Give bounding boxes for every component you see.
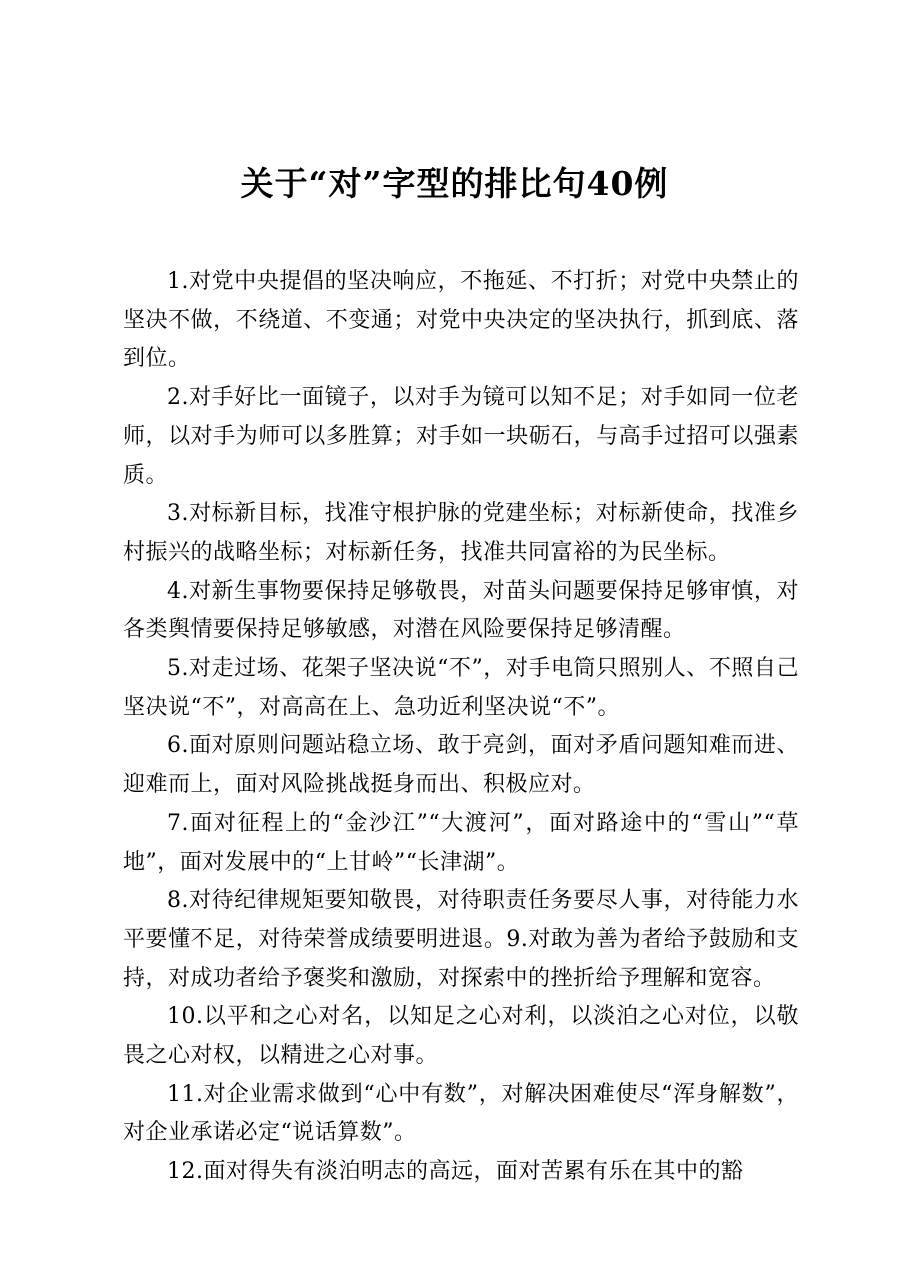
- paragraph-6: 6.面对原则问题站稳立场、敢于亮剑，面对矛盾问题知难而进、迎难而上，面对风险挑战挺身而出、积极应对。: [123, 733, 799, 798]
- paragraph-7: 7.面对征程上的“金沙江”“大渡河”，面对路途中的“雪山”“草地”，面对发展中的“上甘岭”“长津湖”。: [123, 810, 799, 875]
- paragraph-8: 8.对待纪律规矩要知敬畏，对待职责任务要尽人事，对待能力水平要懂不足，对待荣誉成绩要明进退。9.对敢为善为者给予鼓励和支持，对成功者给予褒奖和激励，对探索中的挫折给予理解和宽容。: [123, 888, 799, 991]
- document-title: 关于“对”字型的排比句40例: [240, 164, 669, 203]
- paragraph-1: 1.对党中央提倡的坚决响应，不拖延、不打折；对党中央禁止的坚决不做，不绕道、不变通；对党中央决定的坚决执行，抓到底、落到位。: [123, 269, 799, 372]
- paragraph-3: 3.对标新目标，找准守根护脉的党建坐标；对标新使命，找准乡村振兴的战略坐标；对标新任务，找准共同富裕的为民坐标。: [123, 501, 799, 565]
- paragraph-10: 10.以平和之心对名，以知足之心对利，以淡泊之心对位，以敬畏之心对权，以精进之心对事。: [123, 1004, 799, 1069]
- paragraph-5: 5.对走过场、花架子坚决说“不”，对手电筒只照别人、不照自己坚决说“不”，对高高在上、急功近利坚决说“不”。: [123, 656, 799, 720]
- document-body: [123, 263, 799, 1192]
- paragraph-4: 4.对新生事物要保持足够敬畏，对苗头问题要保持足够审慎，对各类舆情要保持足够敏感，对潜在风险要保持足够清醒。: [123, 578, 799, 643]
- paragraph-12: 12.面对得失有淡泊明志的高远，面对苦累有乐在其中的豁: [167, 1159, 744, 1185]
- paragraph-2: 2.对手好比一面镜子，以对手为镜可以知不足；对手如同一位老师，以对手为师可以多胜算；对手如一块砺石，与高手过招可以强素质。: [123, 385, 799, 488]
- paragraph-11: 11.对企业需求做到“心中有数”，对解决困难使尽“浑身解数”，对企业承诺必定“说话算数”。: [123, 1081, 799, 1146]
